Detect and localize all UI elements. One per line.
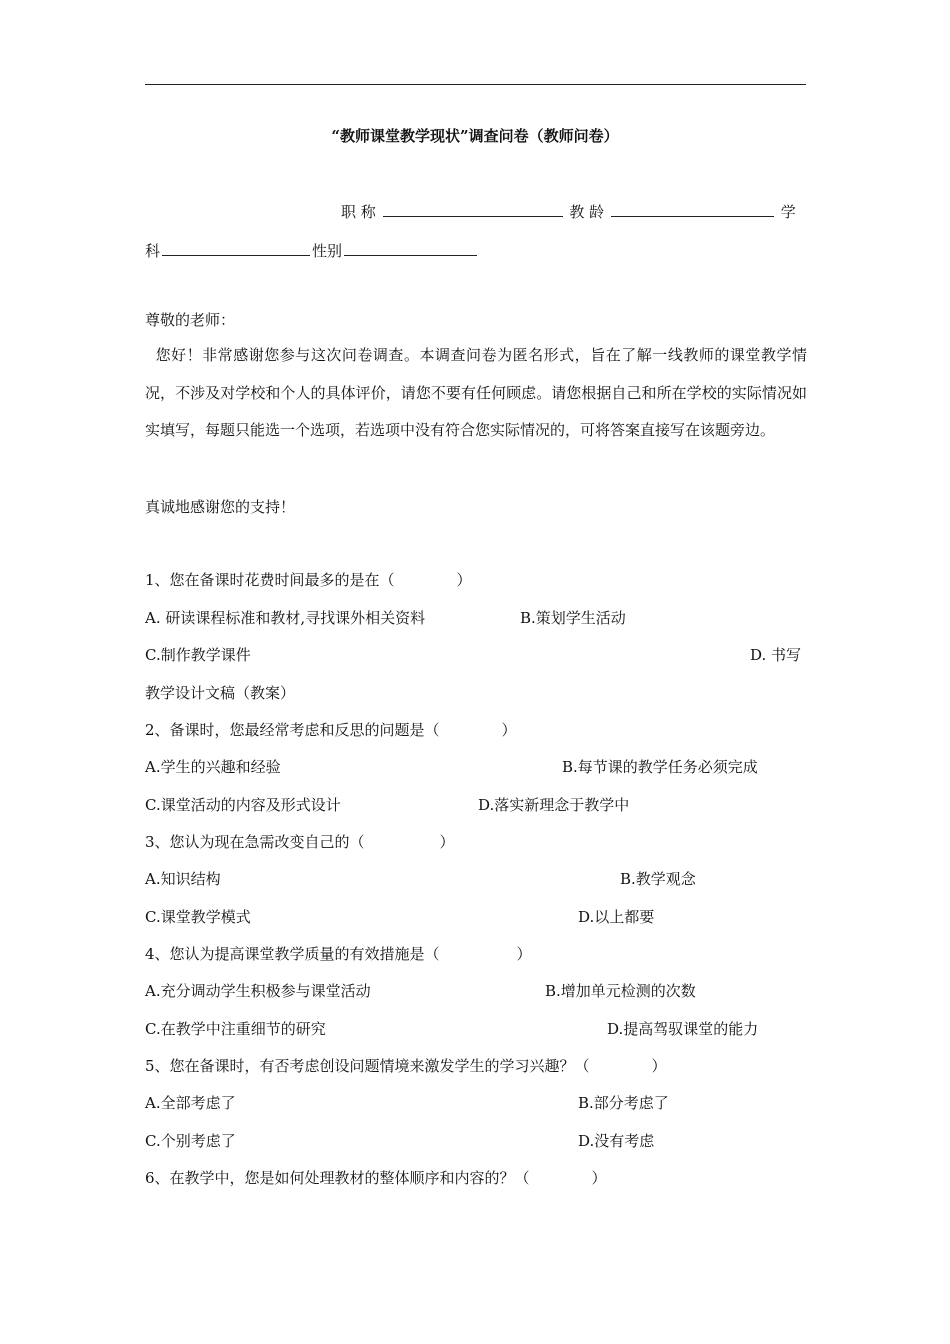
info-row-2 — [145, 240, 479, 261]
q2-option-b: B.每节课的教学任务必须完成 — [562, 758, 758, 776]
gender-field[interactable] — [344, 240, 477, 256]
subject-field[interactable] — [162, 240, 310, 256]
subject-label-part2: 科 — [145, 242, 161, 260]
q2-option-d: D.落实新理念于教学中 — [478, 796, 630, 814]
question-text: 4、您认为提高课堂教学质量的有效措施是（ — [145, 945, 440, 963]
question-3: 3、您认为现在急需改变自己的（ ） — [145, 833, 455, 851]
intro-paragraph: 您好！非常感谢您参与这次问卷调查。本调查问卷为匿名形式，旨在了解一线教师的课堂教学情况，不涉及对学校和个人的具体评价，请您不要有任何顾虑。请您根据自己和所在学校的实际情况如实填写，每题只能选一个选项，若选项中没有符合您实际情况的，可将答案直接写在该题旁边。 — [145, 346, 807, 439]
header-rule — [145, 84, 806, 85]
title-field[interactable] — [383, 201, 563, 217]
question-2: 2、备课时，您最经常考虑和反思的问题是（ ） — [145, 721, 517, 739]
question-text: 2、备课时，您最经常考虑和反思的问题是（ — [145, 721, 440, 739]
question-text: 3、您认为现在急需改变自己的（ — [145, 833, 365, 851]
q3-option-b: B.教学观念 — [620, 870, 696, 888]
greeting: 尊敬的老师： — [145, 311, 236, 329]
q5-option-a: A.全部考虑了 — [145, 1094, 236, 1112]
q4-option-d: D.提高驾驭课堂的能力 — [607, 1020, 759, 1038]
question-6: 6、在教学中，您是如何处理教材的整体顺序和内容的？（ ） — [145, 1169, 607, 1187]
q1-option-c: C.制作教学课件 — [145, 646, 251, 664]
thanks-line: 真诚地感谢您的支持！ — [145, 498, 296, 516]
question-5: 5、您在备课时，有否考虑创设问题情境来激发学生的学习兴趣？（ ） — [145, 1057, 667, 1075]
question-text: 5、您在备课时，有否考虑创设问题情境来激发学生的学习兴趣？（ — [145, 1057, 590, 1075]
question-4: 4、您认为提高课堂教学质量的有效措施是（ ） — [145, 945, 532, 963]
q4-option-c: C.在教学中注重细节的研究 — [145, 1020, 326, 1038]
teaching-years-label: 教 龄 — [569, 203, 605, 221]
info-row-1 — [341, 201, 796, 222]
subject-label-part1: 学 — [780, 203, 796, 221]
q4-option-b: B.增加单元检测的次数 — [545, 982, 696, 1000]
q1-option-d: D. 书写 — [750, 646, 802, 664]
question-text: 1、您在备课时花费时间最多的是在（ — [145, 571, 395, 589]
title-label: 职 称 — [341, 203, 376, 221]
q1-option-d-cont: 教学设计文稿（教案） — [145, 684, 296, 702]
q5-option-b: B.部分考虑了 — [578, 1094, 669, 1112]
q3-option-a: A.知识结构 — [145, 870, 221, 888]
document-title: “教师课堂教学现状”调查问卷（教师问卷） — [331, 127, 619, 145]
teaching-years-field[interactable] — [611, 201, 774, 217]
q1-option-b: B.策划学生活动 — [520, 609, 626, 627]
gender-label: 性别 — [312, 242, 343, 260]
q3-option-c: C.课堂教学模式 — [145, 908, 251, 926]
q2-option-a: A.学生的兴趣和经验 — [145, 758, 281, 776]
q2-option-c: C.课堂活动的内容及形式设计 — [145, 796, 341, 814]
q4-option-a: A.充分调动学生积极参与课堂活动 — [145, 982, 371, 1000]
q3-option-d: D.以上都要 — [578, 908, 655, 926]
q1-option-a: A. 研读课程标准和教材,寻找课外相关资料 — [145, 609, 426, 627]
question-1: 1、您在备课时花费时间最多的是在（ ） — [145, 571, 472, 589]
q5-option-c: C.个别考虑了 — [145, 1132, 236, 1150]
question-text: 6、在教学中，您是如何处理教材的整体顺序和内容的？（ — [145, 1169, 530, 1187]
q5-option-d: D.没有考虑 — [578, 1132, 655, 1150]
